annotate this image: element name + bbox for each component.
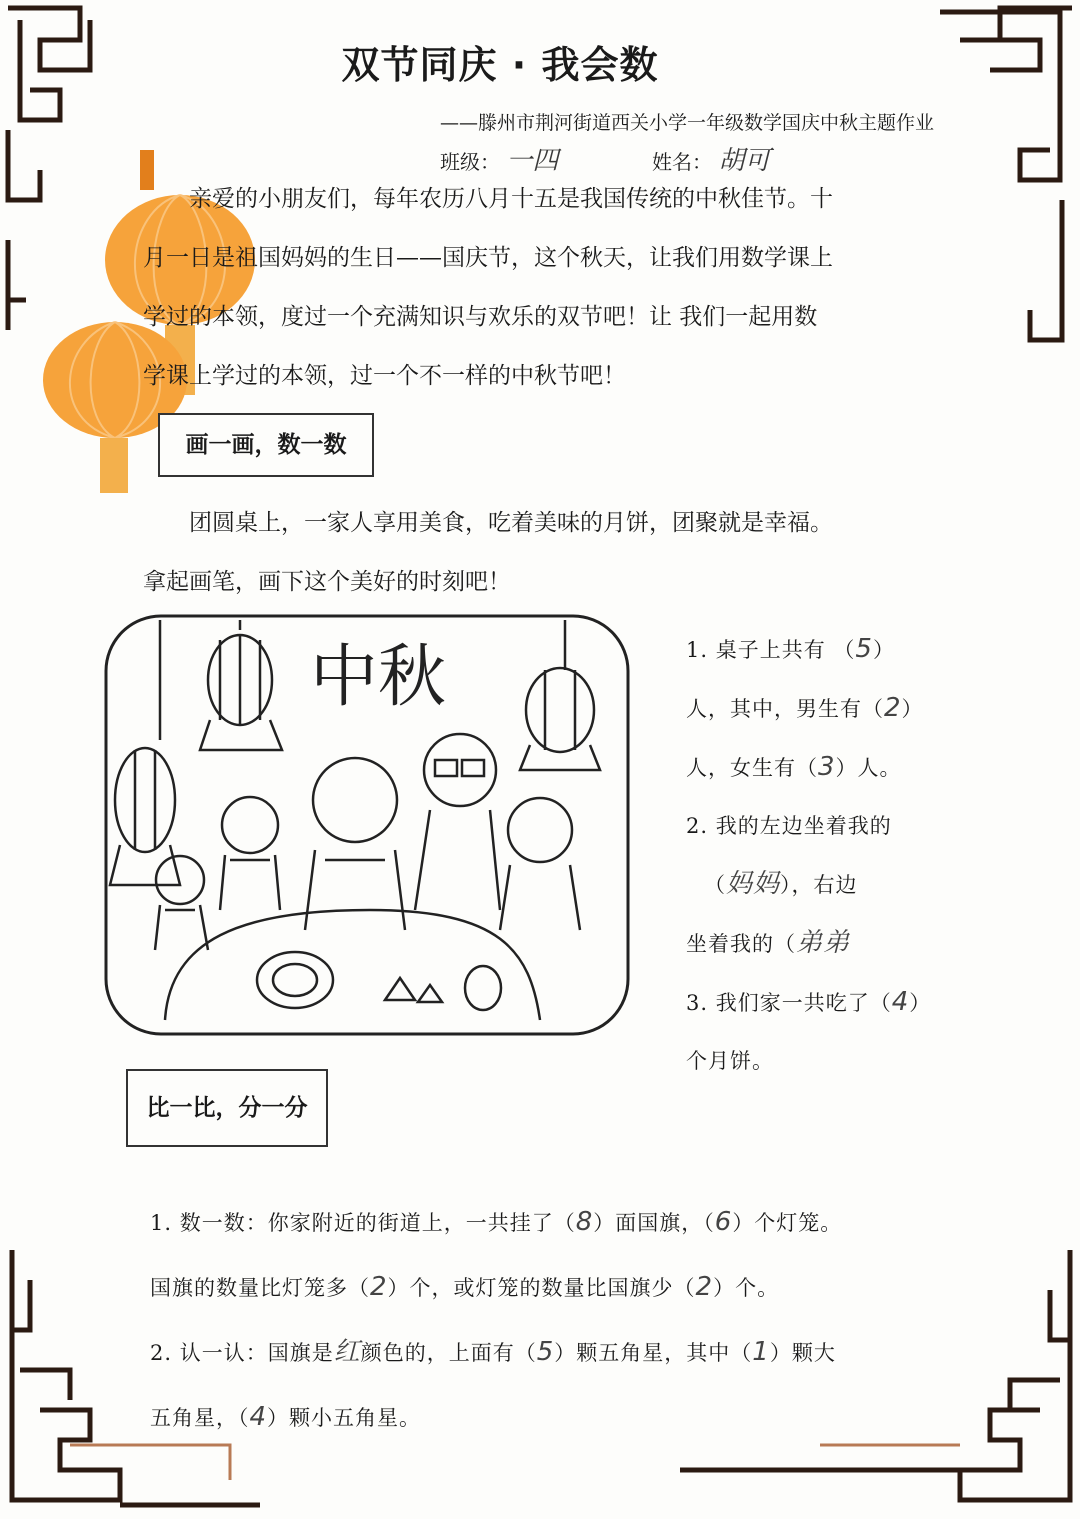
question-3-line1: 3. 我们家一共吃了（4） [686, 987, 932, 1017]
question-3-line2: 个月饼。 [686, 1049, 774, 1073]
question-2-line3: 坐着我的（弟弟 [686, 928, 851, 958]
drawn-lantern-icon [200, 635, 282, 750]
question-1-line1: 1. 桌子上共有 （5） [686, 634, 895, 664]
drawn-mooncake [257, 952, 333, 1008]
question-2-line1: 2. 我的左边坐着我的 [686, 814, 892, 838]
question-1-line3: 人，女生有（3）人。 [686, 752, 902, 782]
drawing-questions [686, 620, 931, 1090]
intro-line: 学课上学过的本领，过一个不一样的中秋节吧！ [143, 363, 626, 389]
class-value: 一四 [506, 146, 559, 176]
answer-big-stars: 1 [752, 1337, 770, 1367]
section2-line2: 国旗的数量比灯笼多（2）个，或灯笼的数量比国旗少（2）个。 [150, 1272, 780, 1302]
answer-boys: 2 [884, 693, 902, 723]
question-1-line2: 人，其中，男生有（2） [686, 693, 924, 723]
section-heading-draw-count: 画一画，数一数 [158, 413, 374, 477]
drawing-text: 中秋 [310, 638, 447, 717]
section1-line: 团圆桌上，一家人享用美食，吃着美味的月饼，团聚就是幸福。 [189, 510, 833, 536]
intro-line: 月一日是祖国妈妈的生日——国庆节，这个秋天，让我们用数学课上 [143, 245, 833, 271]
answer-lanterns-fewer: 2 [695, 1272, 714, 1302]
section2-questions [150, 1190, 842, 1450]
drawn-lantern-icon [520, 668, 600, 770]
answer-flags-more: 2 [370, 1272, 388, 1302]
family-drawing [100, 610, 635, 1040]
answer-flags: 8 [575, 1207, 594, 1237]
section1-line: 拿起画笔，画下这个美好的时刻吧！ [143, 569, 511, 595]
section2-line3: 2. 认一认：国旗是红颜色的，上面有（5）颗五角星，其中（1）颗大 [150, 1337, 836, 1367]
section2-line1: 1. 数一数：你家附近的街道上，一共挂了（8）面国旗，（6）个灯笼。 [150, 1207, 843, 1237]
drawn-lantern-icon [110, 748, 180, 885]
page-title: 双节同庆 · 我会数 [341, 43, 659, 87]
intro-line: 学过的本领，度过一个充满知识与欢乐的双节吧！让 我们一起用数 [143, 304, 818, 330]
drawn-person-girl [220, 797, 280, 910]
section2-line4: 五角星，（4）颗小五角星。 [150, 1402, 422, 1432]
drawn-person-mother [305, 758, 405, 930]
section-heading-compare-sort: 比一比，分一分 [126, 1069, 328, 1147]
answer-left-neighbor: 妈妈 [726, 869, 781, 899]
drawn-person-boy [155, 856, 208, 950]
section1-paragraph [143, 494, 833, 612]
class-label: 班级： [440, 150, 500, 174]
answer-total-people: 5 [855, 634, 873, 664]
drawn-person-father [415, 734, 500, 910]
drawn-person-sister [500, 798, 580, 930]
answer-lanterns: 6 [714, 1207, 733, 1237]
drawn-fruit [465, 966, 501, 1010]
answer-flag-color: 红 [333, 1337, 361, 1367]
answer-total-stars: 5 [536, 1337, 555, 1367]
answer-girls: 3 [818, 752, 836, 782]
intro-paragraph [143, 170, 833, 406]
answer-right-neighbor: 弟弟 [796, 928, 851, 958]
page-subtitle: ——滕州市荆河街道西关小学一年级数学国庆中秋主题作业 [440, 112, 935, 134]
question-2-line2: （妈妈），右边 [704, 869, 858, 899]
answer-mooncakes: 4 [891, 987, 910, 1017]
drawn-fruit-slices [385, 978, 442, 1002]
intro-line: 亲爱的小朋友们，每年农历八月十五是我国传统的中秋佳节。十 [189, 186, 833, 212]
answer-small-stars: 4 [249, 1402, 268, 1432]
frame-corner-bottom-right [960, 1250, 1070, 1500]
name-value: 胡可 [718, 146, 771, 176]
name-label: 姓名： [652, 150, 712, 174]
